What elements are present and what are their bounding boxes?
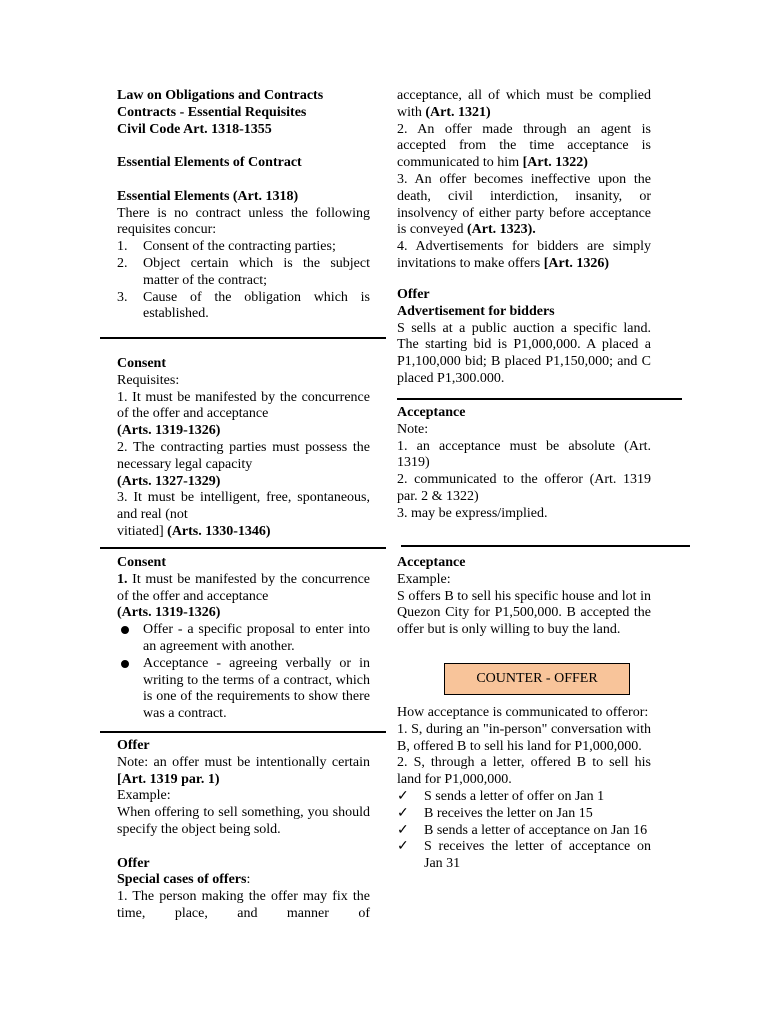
acceptance-note-section	[397, 405, 651, 523]
paragraph: There is no contract unless the following requisites concur:	[117, 205, 370, 238]
text: acceptance, all of which must be complied with	[397, 88, 651, 120]
left-column	[117, 88, 370, 323]
section-heading: Essential Elements (Art. 1318)	[117, 188, 299, 204]
article-ref: (Arts. 1327-1329)	[117, 473, 221, 489]
section-heading: Consent	[117, 356, 167, 371]
check-text: S receives the letter of acceptance on Jan 31	[424, 839, 651, 872]
article-ref: (Art. 1321)	[425, 104, 491, 120]
text: Special cases of offers	[117, 872, 247, 888]
how-acceptance-section	[397, 705, 651, 873]
article-ref: (Arts. 1319-1326)	[117, 423, 221, 439]
list-item	[117, 290, 370, 324]
list-text: Object certain which is the subject matter of the contract;	[143, 255, 370, 288]
subheading	[117, 872, 370, 889]
check-item	[397, 806, 651, 823]
acceptance-example-section	[397, 555, 651, 639]
check-item	[397, 839, 651, 873]
paragraph: When offering to sell something, you should specify the object being sold.	[117, 805, 370, 837]
section-heading: Offer	[117, 855, 150, 871]
text: :	[246, 872, 251, 888]
paragraph	[397, 239, 651, 273]
list-number: 3.	[117, 289, 128, 305]
article-ref: [Art. 1319 par. 1)	[117, 771, 220, 787]
checkmark-icon: ✓	[397, 805, 409, 821]
article-ref: [Art. 1322)	[522, 155, 588, 171]
paragraph: 1. S, during an "in-person" conversation with B, offered B to sell his land for P1,000,000.	[397, 721, 651, 754]
paragraph	[117, 572, 370, 606]
text: It must be manifested by the concurrence of the offer and acceptance	[117, 571, 370, 604]
paragraph	[117, 755, 370, 789]
article-ref: (Arts. 1319-1326)	[117, 605, 221, 621]
paragraph: 2. S, through a letter, offered B to sell his land for P1,000,000.	[397, 755, 651, 788]
paragraph: 1. an acceptance must be absolute (Art. 1319)	[397, 438, 651, 471]
paragraph: 2. communicated to the offeror (Art. 1319 par. 2 & 1322)	[397, 472, 651, 504]
label: Example:	[117, 788, 171, 804]
paragraph: 1. The person making the offer may fix the time, place, and manner of	[117, 889, 370, 921]
checkmark-icon: ✓	[397, 822, 409, 838]
doc-code-ref: Civil Code Art. 1318-1355	[117, 121, 272, 137]
counter-offer-box: COUNTER - OFFER	[444, 663, 630, 695]
bullet-icon	[117, 622, 143, 656]
paragraph: S sells at a public auction a specific land. The starting bid is P1,000,000. A placed a P1,100,000 bid; B placed P1,150,000; and C placed P1,300.000.	[397, 320, 651, 386]
text: 2. An offer made through an agent is accepted from the time acceptance is communicated to him	[397, 121, 651, 171]
list-number: 2.	[117, 255, 128, 271]
paragraph: How acceptance is communicated to offeror:	[397, 705, 649, 720]
section-heading: Consent	[117, 555, 167, 570]
list-item	[117, 239, 370, 256]
divider	[397, 398, 682, 400]
divider	[401, 545, 690, 547]
section-heading: Offer	[397, 287, 430, 302]
list-text: Consent of the contracting parties;	[143, 239, 336, 255]
paragraph: 3. may be express/implied.	[397, 505, 548, 521]
bullet-item	[117, 656, 370, 723]
item-number: 1.	[117, 571, 128, 587]
article-ref: (Arts. 1330-1346)	[167, 523, 271, 539]
text: 4. Advertisements for bidders are simply invitations to make offers	[397, 239, 651, 271]
list-number: 1.	[117, 239, 128, 255]
section-heading: Acceptance	[397, 405, 466, 420]
label: Example:	[397, 571, 451, 587]
check-text: B receives the letter on Jan 15	[424, 805, 593, 821]
text: 3. An offer becomes ineffective upon the death, civil interdiction, insanity, or insolvency of either party before acceptance is conveyed	[397, 171, 651, 238]
text: Note: an offer must be intentionally certain	[117, 754, 370, 770]
subheading: Advertisement for bidders	[397, 303, 555, 319]
divider	[100, 731, 386, 733]
list-text: Cause of the obligation which is established.	[143, 289, 370, 322]
divider	[100, 547, 386, 549]
paragraph: 1. It must be manifested by the concurrence of the offer and acceptance	[117, 389, 370, 422]
list-item	[117, 256, 370, 290]
section-heading: Offer	[117, 738, 150, 753]
bullet-icon	[117, 656, 143, 723]
label: Note:	[397, 421, 429, 437]
paragraph	[397, 88, 651, 122]
paragraph: 2. The contracting parties must possess the necessary legal capacity	[117, 439, 370, 472]
check-item	[397, 789, 651, 806]
bullet-item	[117, 622, 370, 656]
check-text: B sends a letter of acceptance on Jan 16	[424, 822, 648, 838]
article-ref: (Art. 1323).	[466, 222, 536, 238]
offer-bidders-section	[397, 287, 651, 388]
elements-list	[117, 239, 370, 323]
bullet-text: Acceptance - agreeing verbally or in writing to the terms of a contract, which is one of the requirements to show there was a contract.	[143, 655, 370, 722]
right-column	[397, 88, 651, 273]
section-heading: Acceptance	[397, 555, 466, 570]
doc-subtitle: Contracts - Essential Requisites	[117, 104, 307, 120]
paragraph	[397, 172, 651, 239]
checkmark-icon: ✓	[397, 839, 409, 855]
article-ref: [Art. 1326)	[543, 255, 610, 271]
paragraph: S offers B to sell his specific house and lot in Quezon City for P1,500,000. B accepted the offer but is only willing to buy the land.	[397, 588, 651, 638]
consent-detail-section	[117, 555, 370, 723]
paragraph: 3. It must be intelligent, free, spontaneous, and real (not	[117, 490, 370, 523]
divider	[100, 337, 386, 339]
bullet-text: Offer - a specific proposal to enter into an agreement with another.	[143, 622, 370, 654]
label: Requisites:	[117, 372, 180, 388]
checkmark-icon: ✓	[397, 788, 409, 804]
offer-section	[117, 738, 370, 923]
paragraph	[397, 122, 651, 172]
check-text: S sends a letter of offer on Jan 1	[424, 788, 605, 804]
section-heading: Essential Elements of Contract	[117, 155, 302, 171]
text: vitiated]	[117, 523, 164, 539]
doc-title: Law on Obligations and Contracts	[117, 88, 324, 103]
paragraph-end	[117, 524, 370, 541]
check-item	[397, 823, 651, 840]
consent-section	[117, 356, 370, 541]
